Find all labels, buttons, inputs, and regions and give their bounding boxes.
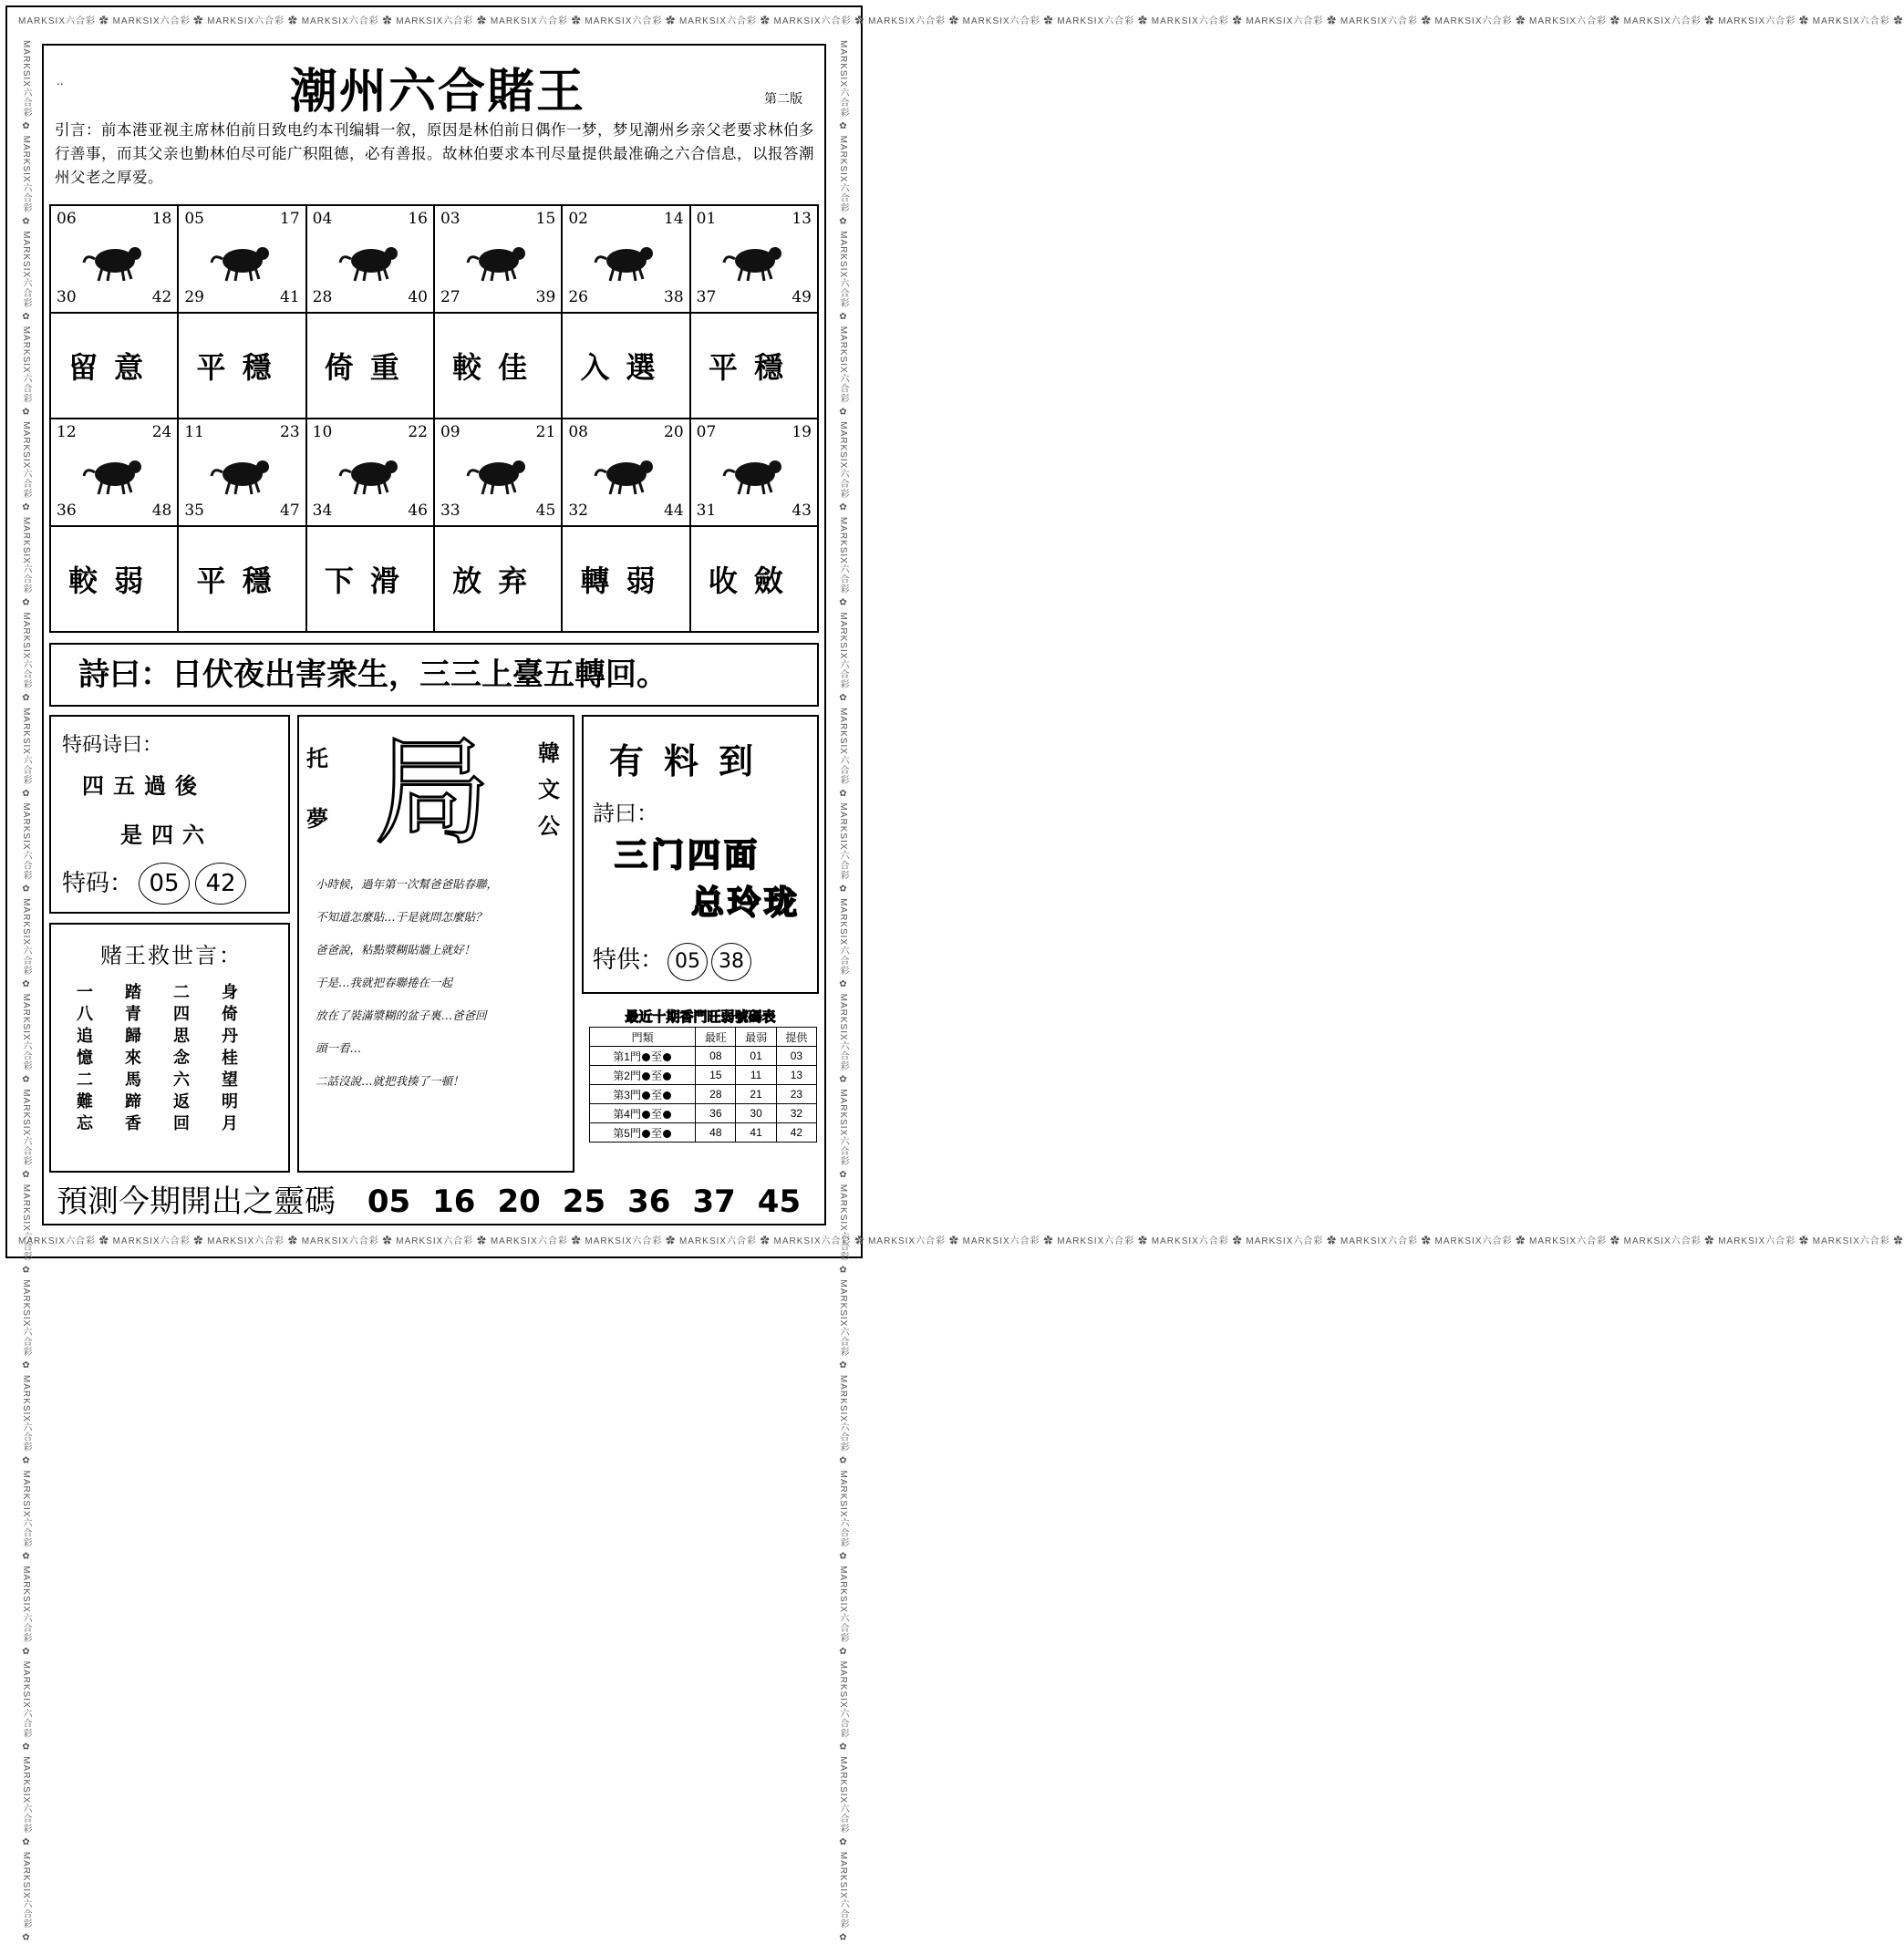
zodiac-number: 22 <box>408 423 428 441</box>
hot-table-cell: 11 <box>736 1066 776 1085</box>
zodiac-fortune: 留意 <box>50 313 178 419</box>
gambler-words-row <box>77 1111 270 1132</box>
snake-icon <box>719 232 792 286</box>
hot-table-cell: 48 <box>696 1123 736 1143</box>
ball-icon <box>642 1130 650 1138</box>
monkey-icon <box>335 445 408 500</box>
table-row <box>590 1066 817 1085</box>
zodiac-number: 15 <box>535 210 556 228</box>
story-line: 不知道怎麼貼…于是就問怎麼貼？ <box>316 910 487 924</box>
zodiac-number: 40 <box>408 288 428 306</box>
dream-box <box>297 715 574 1173</box>
gambler-words-char: 忘 <box>77 1114 93 1133</box>
zodiac-number: 24 <box>151 423 172 441</box>
materials-phrase1: 三门四面 <box>615 837 761 874</box>
dream-author-char: 韓 <box>538 740 560 766</box>
zodiac-fortune: 平穩 <box>178 526 305 632</box>
gambler-words-char: 香 <box>125 1114 141 1133</box>
hot-table-cell: 42 <box>776 1123 816 1143</box>
zodiac-fortune: 入選 <box>562 313 689 419</box>
materials-number: 38 <box>711 943 751 981</box>
materials-box <box>582 715 819 994</box>
hot-table-cell: 03 <box>776 1047 816 1066</box>
zodiac-number: 06 <box>57 210 77 228</box>
gambler-words-char: 難 <box>77 1092 93 1112</box>
zodiac-number: 20 <box>664 423 684 441</box>
zodiac-number: 31 <box>696 502 717 520</box>
hot-table-cell: 15 <box>696 1066 736 1085</box>
gambler-words-char: 月 <box>222 1114 238 1133</box>
dream-author-char: 公 <box>538 813 560 839</box>
zodiac-number: 28 <box>312 288 333 306</box>
zodiac-number: 41 <box>280 288 300 306</box>
ball-icon <box>663 1053 671 1061</box>
table-row <box>590 1047 817 1066</box>
zodiac-fortune: 下滑 <box>306 526 434 632</box>
zodiac-number: 08 <box>568 423 588 441</box>
zodiac-number: 04 <box>312 210 333 228</box>
materials-title: 有料到 <box>609 741 774 781</box>
zodiac-cell <box>434 419 562 526</box>
zodiac-number: 07 <box>696 423 717 441</box>
dream-big-character: 局 <box>373 725 491 861</box>
zodiac-number: 13 <box>792 210 812 228</box>
hot-table-gate: 第2門 至 <box>590 1066 696 1085</box>
zodiac-number: 39 <box>535 288 556 306</box>
materials-phrase2: 总玲珑 <box>691 884 802 922</box>
zodiac-number: 47 <box>280 502 300 520</box>
zodiac-fortune: 收斂 <box>690 526 818 632</box>
gambler-words-char: 來 <box>125 1049 141 1068</box>
zodiac-cell <box>306 419 434 526</box>
hot-table-cell: 30 <box>736 1104 776 1123</box>
gambler-words-char: 二 <box>77 1070 93 1090</box>
zodiac-number: 43 <box>792 502 812 520</box>
gambler-words-char: 思 <box>173 1027 190 1046</box>
rabbit-icon <box>462 232 535 286</box>
forecast-number: 05 <box>367 1184 411 1220</box>
gambler-words-char: 念 <box>173 1049 190 1068</box>
zodiac-number: 34 <box>312 502 333 520</box>
gambler-words-char: 歸 <box>125 1027 141 1046</box>
hot-table-gate: 第4門 至 <box>590 1104 696 1123</box>
hot-table-header: 最弱 <box>736 1028 776 1047</box>
zodiac-cell <box>690 419 818 526</box>
zodiac-number: 45 <box>535 502 556 520</box>
ball-icon <box>642 1072 650 1081</box>
special-number-label: 特码： <box>62 870 134 897</box>
dream-label-top: 托 <box>306 746 328 771</box>
special-number-row <box>62 863 246 905</box>
zodiac-number: 14 <box>664 210 684 228</box>
zodiac-cell <box>434 205 562 313</box>
zodiac-cell <box>562 419 689 526</box>
zodiac-number: 11 <box>184 423 204 441</box>
gambler-words-row <box>77 1023 270 1045</box>
special-poem-box <box>49 715 290 914</box>
gambler-words-char: 明 <box>222 1092 238 1112</box>
gambler-words-char: 青 <box>125 1005 141 1024</box>
gambler-words-char: 返 <box>173 1092 190 1112</box>
ball-icon <box>642 1111 650 1119</box>
gambler-words-char: 望 <box>222 1070 238 1090</box>
gambler-words-char: 踏 <box>125 983 141 1002</box>
gambler-words-char: 追 <box>77 1027 93 1046</box>
zodiac-fortune: 平穩 <box>178 313 305 419</box>
hot-table-header: 最旺 <box>696 1028 736 1047</box>
gambler-words-char: 二 <box>173 983 190 1002</box>
zodiac-number: 26 <box>568 288 588 306</box>
gambler-words-char: 桂 <box>222 1049 238 1068</box>
zodiac-fortune: 轉弱 <box>562 526 689 632</box>
hot-table-header: 門類 <box>590 1028 696 1047</box>
zodiac-number: 32 <box>568 502 588 520</box>
materials-number-row <box>593 941 751 981</box>
ball-icon <box>663 1091 671 1100</box>
zodiac-number: 02 <box>568 210 588 228</box>
forecast-number: 45 <box>757 1184 802 1220</box>
horse-icon <box>78 445 151 500</box>
zodiac-fortune: 放弃 <box>434 526 562 632</box>
zodiac-number: 33 <box>440 502 460 520</box>
hot-table-cell: 21 <box>736 1085 776 1104</box>
hot-table-cell: 01 <box>736 1047 776 1066</box>
hot-table-cell: 23 <box>776 1085 816 1104</box>
forecast-number: 25 <box>562 1184 606 1220</box>
zodiac-cell <box>50 419 178 526</box>
zodiac-number: 09 <box>440 423 460 441</box>
hot-table-cell: 08 <box>696 1047 736 1066</box>
forecast-number: 36 <box>627 1184 671 1220</box>
zodiac-cell <box>306 205 434 313</box>
watermark-strip-bottom: MARKSIX六合彩 ✿ MARKSIX六合彩 ✿ MARKSIX六合彩 ✿ MARKSIX六合彩 ✿ MARKSIX六合彩 ✿ MARKSIX六合彩 ✿ MARKSIX六合彩 ✿ MARKSIX六合彩 ✿ MARKSIX六合彩 ✿ MARKSIX六合彩 ✿ MARKSIX六合彩 ✿ MARKSIX六合彩 ✿ MARKSIX六合彩 ✿ MARKSIX六合彩 ✿ MARKSIX六合彩 ✿ MARKSIX六合彩 ✿ MARKSIX六合彩 ✿ MARKSIX六合彩 ✿ MARKSIX六合彩 ✿ MARKSIX六合彩 ✿ <box>18 1236 1904 1246</box>
tiger-icon <box>335 232 408 286</box>
hot-table-header: 提供 <box>776 1028 816 1047</box>
hot-table-cell: 28 <box>696 1085 736 1104</box>
pig-icon <box>719 445 792 500</box>
special-poem-heading: 特码诗曰： <box>62 734 163 757</box>
zodiac-fortune: 平穩 <box>690 313 818 419</box>
zodiac-number: 10 <box>312 423 333 441</box>
forecast-label: 預測今期開出之靈碼 <box>57 1184 336 1220</box>
ball-icon <box>642 1091 650 1100</box>
hot-table-title: 最近十期香門旺弱號碼表 <box>625 1008 776 1025</box>
zodiac-number: 35 <box>184 502 204 520</box>
goat-icon <box>206 445 279 500</box>
special-number: 05 <box>139 863 190 905</box>
zodiac-fortune: 較弱 <box>50 526 178 632</box>
zodiac-number: 12 <box>57 423 77 441</box>
zodiac-table <box>49 204 819 633</box>
hot-table-cell: 32 <box>776 1104 816 1123</box>
zodiac-number: 01 <box>696 210 717 228</box>
zodiac-number: 37 <box>696 288 717 306</box>
zodiac-cell <box>562 205 689 313</box>
story-line: 爸爸說，粘點漿糊貼牆上就好！ <box>316 943 476 956</box>
materials-number: 05 <box>667 943 708 981</box>
zodiac-cell <box>178 205 305 313</box>
zodiac-number: 18 <box>151 210 172 228</box>
hot-table-cell: 36 <box>696 1104 736 1123</box>
ox-icon <box>206 232 279 286</box>
main-poem: 詩曰：日伏夜出害衆生，三三上臺五轉回。 <box>49 643 819 707</box>
zodiac-fortune: 倚重 <box>306 313 434 419</box>
zodiac-number: 03 <box>440 210 460 228</box>
forecast-number: 16 <box>432 1184 476 1220</box>
zodiac-number: 23 <box>280 423 300 441</box>
hot-table-cell: 41 <box>736 1123 776 1143</box>
ball-icon <box>642 1053 650 1061</box>
forecast-number: 37 <box>692 1184 736 1220</box>
dream-label-bottom: 夢 <box>306 806 328 832</box>
dream-story <box>316 868 571 1098</box>
rat-icon <box>78 232 151 286</box>
hot-table-gate: 第1門 至 <box>590 1047 696 1066</box>
zodiac-number: 19 <box>792 423 812 441</box>
zodiac-number: 05 <box>184 210 204 228</box>
table-row <box>590 1123 817 1143</box>
dragon-icon <box>590 232 663 286</box>
page-title: 潮州六合賭王 <box>289 64 585 119</box>
zodiac-number: 27 <box>440 288 460 306</box>
intro-text: 引言：前本港亚视主席林伯前日致电约本刊编辑一叙，原因是林伯前日偶作一梦，梦见潮州乡亲父老要求林伯多行善事，而其父亲也勤林伯尽可能广积阻德，必有善报。故林伯要求本刊尽量提供最准确之六合信息，以报答潮州父老之厚爱。 <box>55 121 814 186</box>
gambler-words-row <box>77 1067 270 1089</box>
zodiac-number: 29 <box>184 288 204 306</box>
gambler-words-char: 四 <box>173 1005 190 1024</box>
gambler-words-char: 倚 <box>222 1005 238 1024</box>
gambler-words-char: 六 <box>173 1070 190 1090</box>
special-poem-line1: 四五過後 <box>82 773 206 799</box>
zodiac-number: 38 <box>664 288 684 306</box>
zodiac-number: 17 <box>280 210 300 228</box>
gambler-words-char: 憶 <box>77 1049 93 1068</box>
hot-table-cell: 13 <box>776 1066 816 1085</box>
materials-number-label: 特供： <box>593 946 665 974</box>
table-row <box>590 1104 817 1123</box>
special-poem-line2: 是四六 <box>120 822 213 848</box>
gambler-words-box <box>49 923 290 1173</box>
gambler-words-char: 身 <box>222 983 238 1002</box>
zodiac-number: 36 <box>57 502 77 520</box>
story-line: 于是…我就把春聯捲在一起 <box>316 976 453 989</box>
zodiac-cell <box>178 419 305 526</box>
zodiac-cell <box>50 205 178 313</box>
hot-table <box>589 1027 817 1143</box>
gambler-words-char: 八 <box>77 1005 93 1024</box>
zodiac-number: 44 <box>664 502 684 520</box>
rooster-icon <box>462 445 535 500</box>
zodiac-cell <box>690 205 818 313</box>
gambler-words-row <box>77 1045 270 1067</box>
story-line: 小時候，過年第一次幫爸爸貼春聯， <box>316 877 499 891</box>
gambler-words-grid <box>77 979 270 1132</box>
zodiac-number: 30 <box>57 288 77 306</box>
ball-icon <box>663 1072 671 1081</box>
forecast-number: 20 <box>497 1184 541 1220</box>
hot-table-gate: 第5門 至 <box>590 1123 696 1143</box>
gambler-words-heading: 赌王救世言： <box>100 943 243 968</box>
gambler-words-row <box>77 979 270 1001</box>
zodiac-number: 46 <box>408 502 428 520</box>
ball-icon <box>663 1130 671 1138</box>
hot-table-gate: 第3門 至 <box>590 1085 696 1104</box>
gambler-words-char: 馬 <box>125 1070 141 1090</box>
watermark-strip-left: MARKSIX六合彩 ✿ MARKSIX六合彩 ✿ MARKSIX六合彩 ✿ MARKSIX六合彩 ✿ MARKSIX六合彩 ✿ MARKSIX六合彩 ✿ MARKSIX六合彩 ✿ MARKSIX六合彩 ✿ MARKSIX六合彩 ✿ MARKSIX六合彩 ✿ MARKSIX六合彩 ✿ MARKSIX六合彩 ✿ MARKSIX六合彩 ✿ MARKSIX六合彩 ✿ MARKSIX六合彩 ✿ MARKSIX六合彩 ✿ MARKSIX六合彩 ✿ MARKSIX六合彩 ✿ MARKSIX六合彩 ✿ MARKSIX六合彩 ✿ <box>21 40 31 1944</box>
gambler-words-char: 一 <box>77 983 93 1002</box>
gambler-words-char: 丹 <box>222 1027 238 1046</box>
zodiac-number: 21 <box>535 423 556 441</box>
story-line: 二話沒說…就把我揍了一頓！ <box>316 1074 464 1088</box>
gambler-words-row <box>77 1001 270 1023</box>
edition-label: 第二版 <box>764 92 802 107</box>
forecast-row <box>57 1176 823 1221</box>
header-dots: .. <box>57 75 64 88</box>
special-number: 42 <box>195 863 246 905</box>
gambler-words-row <box>77 1089 270 1111</box>
gambler-words-char: 蹄 <box>125 1092 141 1112</box>
watermark-strip-top: MARKSIX六合彩 ✿ MARKSIX六合彩 ✿ MARKSIX六合彩 ✿ MARKSIX六合彩 ✿ MARKSIX六合彩 ✿ MARKSIX六合彩 ✿ MARKSIX六合彩 ✿ MARKSIX六合彩 ✿ MARKSIX六合彩 ✿ MARKSIX六合彩 ✿ MARKSIX六合彩 ✿ MARKSIX六合彩 ✿ MARKSIX六合彩 ✿ MARKSIX六合彩 ✿ MARKSIX六合彩 ✿ MARKSIX六合彩 ✿ MARKSIX六合彩 ✿ MARKSIX六合彩 ✿ MARKSIX六合彩 ✿ MARKSIX六合彩 ✿ <box>18 16 1904 26</box>
zodiac-number: 48 <box>151 502 172 520</box>
table-row <box>590 1085 817 1104</box>
materials-heading: 詩曰： <box>593 801 658 826</box>
dream-author-char: 文 <box>538 777 560 802</box>
gambler-words-char: 回 <box>173 1114 190 1133</box>
dog-icon <box>590 445 663 500</box>
story-line: 放在了裝滿漿糊的盆子裏…爸爸回 <box>316 1008 487 1022</box>
ball-icon <box>663 1111 671 1119</box>
watermark-strip-right: MARKSIX六合彩 ✿ MARKSIX六合彩 ✿ MARKSIX六合彩 ✿ MARKSIX六合彩 ✿ MARKSIX六合彩 ✿ MARKSIX六合彩 ✿ MARKSIX六合彩 ✿ MARKSIX六合彩 ✿ MARKSIX六合彩 ✿ MARKSIX六合彩 ✿ MARKSIX六合彩 ✿ MARKSIX六合彩 ✿ MARKSIX六合彩 ✿ MARKSIX六合彩 ✿ MARKSIX六合彩 ✿ MARKSIX六合彩 ✿ MARKSIX六合彩 ✿ MARKSIX六合彩 ✿ MARKSIX六合彩 ✿ MARKSIX六合彩 ✿ <box>838 40 848 1944</box>
story-line: 頭一看… <box>316 1041 362 1055</box>
zodiac-number: 49 <box>792 288 812 306</box>
zodiac-number: 42 <box>151 288 172 306</box>
zodiac-number: 16 <box>408 210 428 228</box>
zodiac-fortune: 較佳 <box>434 313 562 419</box>
